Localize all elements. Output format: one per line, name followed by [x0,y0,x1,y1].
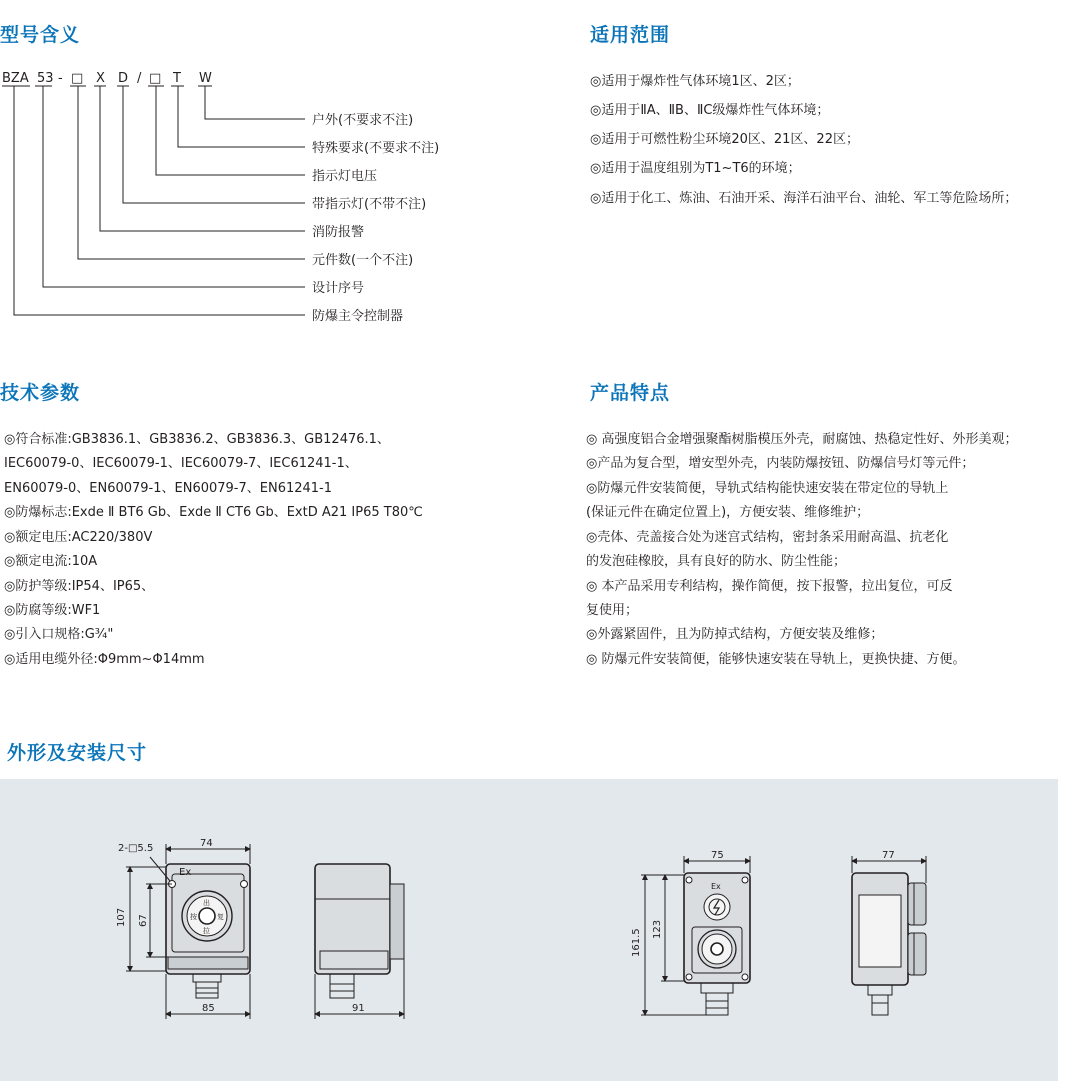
feature-item: 复使用； [586,603,639,618]
tech-item: ◎防护等级:IP54、IP65、 [4,579,155,594]
tech-item: EN60079-0、EN60079-1、EN60079-7、EN61241-1 [4,481,333,496]
dim-bottom-91: 91 [352,1003,365,1014]
dim-height-67: 67 [138,914,149,927]
code-part: □ [149,71,162,86]
dimensions-heading: 外形及安装尺寸 [7,742,148,764]
model-label: 消防报警 [312,225,365,240]
side-view-double [852,856,926,1015]
dim-height-107: 107 [116,907,127,927]
dim-width-77: 77 [882,850,895,861]
hole-label: 2-□5.5 [118,843,154,854]
code-part: W [199,71,212,86]
feature-item: ◎防爆元件安装简便，导轨式结构能快速安装在带定位的导轨上 [586,481,949,496]
dim-height-123: 123 [652,919,663,939]
model-code-diagram [0,60,480,330]
btn-left-label: 按 [190,913,197,921]
tech-item: ◎适用电缆外径:Φ9mm~Φ14mm [4,652,205,667]
btn-top-label: 出 [203,899,210,907]
feature-item: (保证元件在确定位置上)，方便安装、维修维护； [586,505,870,520]
tech-item: IEC60079-0、IEC60079-1、IEC60079-7、IEC61241-1、 [4,456,358,471]
feature-item: ◎产品为复合型，增安型外壳，内装防爆按钮、防爆信号灯等元件； [586,456,975,471]
ex-label-double: Ex [711,882,721,891]
code-part: □ [71,71,84,86]
scope-item: ◎适用于可燃性粉尘环境20区、21区、22区； [590,132,859,147]
code-part: / [137,71,142,86]
code-part: D [118,71,129,86]
model-label: 防爆主令控制器 [312,309,404,324]
model-label: 指示灯电压 [312,169,378,184]
scope-heading: 适用范围 [590,24,671,46]
feature-item: 的发泡硅橡胶，具有良好的防水、防尘性能； [586,554,847,569]
code-part: - [58,71,63,86]
tech-item: ◎防爆标志:Exde Ⅱ BT6 Gb、Exde Ⅱ CT6 Gb、ExtD A21 IP65 T80℃ [4,505,423,520]
btn-right-label: 复 [217,913,224,921]
features-heading: 产品特点 [590,382,671,404]
scope-item: ◎适用于ⅡA、ⅡB、ⅡC级爆炸性气体环境； [590,103,830,118]
dim-width-75: 75 [711,850,724,861]
dim-width: 74 [200,838,213,849]
scope-item: ◎适用于化工、炼油、石油开采、海洋石油平台、油轮、军工等危险场所； [590,191,1018,206]
code-part: X [96,71,105,86]
tech-heading: 技术参数 [0,382,81,404]
feature-item: ◎ 本产品采用专利结构，操作简便，按下报警，拉出复位，可反 [586,579,953,594]
dimension-drawings-panel [0,779,1058,1081]
tech-item: ◎额定电压:AC220/380V [4,530,153,545]
code-part: T [173,71,181,86]
tech-item: ◎额定电流:10A [4,554,98,569]
dim-height-161: 161.5 [631,928,642,957]
model-label: 户外(不要求不注) [312,113,414,128]
side-view-single [315,864,404,1019]
tech-item: ◎符合标准:GB3836.1、GB3836.2、GB3836.3、GB12476.1、 [4,432,390,447]
scope-item: ◎适用于爆炸性气体环境1区、2区； [590,74,800,89]
tech-item: ◎引入口规格:G¾" [4,627,114,642]
feature-item: ◎ 高强度铝合金增强聚酯树脂模压外壳，耐腐蚀、热稳定性好、外形美观； [586,432,1018,447]
feature-item: ◎外露紧固件，且为防掉式结构，方便安装及维修； [586,627,884,642]
code-part: 53 [37,71,54,86]
model-label: 设计序号 [312,281,365,296]
model-label: 特殊要求(不要求不注) [312,141,440,156]
scope-item: ◎适用于温度组别为T1~T6的环境； [590,161,801,176]
model-label: 元件数(一个不注) [312,253,414,268]
model-heading: 型号含义 [0,24,81,46]
feature-item: ◎ 防爆元件安装简便，能够快速安装在导轨上，更换快捷、方便。 [586,652,966,667]
dimension-drawings [0,779,1058,1081]
tech-item: ◎防腐等级:WF1 [4,603,101,618]
model-label: 带指示灯(不带不注) [312,197,427,212]
ex-label: Ex [179,867,192,878]
code-part: BZA [2,71,29,86]
dim-bottom-85: 85 [202,1003,215,1014]
feature-item: ◎壳体、壳盖接合处为迷宫式结构，密封条采用耐高温、抗老化 [586,530,949,545]
btn-bottom-label: 拉 [203,927,210,935]
